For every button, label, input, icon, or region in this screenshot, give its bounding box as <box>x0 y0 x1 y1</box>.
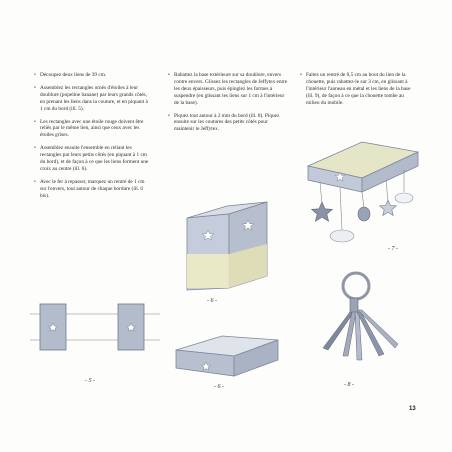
hanging-string <box>320 182 322 204</box>
metal-ring <box>343 273 369 299</box>
illustration-caption: - 6 - <box>214 384 224 390</box>
illustration-5 <box>30 296 160 388</box>
box-lining <box>187 254 229 288</box>
instruction-item: • Les rectangles avec une étoile rouge doivent être reliés par le même lien, ainsi que ceux avec les étoiles grises. <box>34 119 150 140</box>
instruction-item: • Faites un rentré de 0,5 cm au bout du lien de la chouette, puis rabattez-le sur 3 cm, en glissant à l'intérieur l'anneau en métal et les liens de la base (ill. 9), de façon à ce que la chouette tombe au milieu du mobile. <box>300 72 418 107</box>
instruction-item: • Piquez tout autour à 2 mm du bord (ill. 8). Piquez ensuite sur les coutures des petits côtés pour maintenir le Jeffytex. <box>168 113 288 134</box>
owl-tie-fold <box>350 298 358 314</box>
illustration-caption: - 7 - <box>388 246 398 252</box>
hanging-string <box>362 192 364 208</box>
illustration-caption: - 5 - <box>85 378 95 384</box>
hanging-star <box>380 200 397 216</box>
hanging-owl <box>358 207 370 221</box>
illustration-6-bis <box>172 322 284 392</box>
instruction-item: • Avec le fer à repasser, marquez un rentré de 1 cm sur l'envers, tout autour de chaque bordure (ill. 6 bis). <box>34 179 150 200</box>
instructions-column-3 <box>300 72 418 113</box>
illustration-caption: - 8 - <box>344 382 354 388</box>
instruction-item: • Rabattez la base extérieure sur sa doublure, envers contre envers. Glissez les rectangles de Jeffytex entre les deux épaisseurs, puis épinglez les formes à suspendre (en glissant les liens sur 1 cm à l'intérieur de la base). <box>168 72 288 107</box>
hanging-cloud <box>395 193 413 203</box>
instructions-column-1 <box>34 72 150 206</box>
illustration-caption: - 6 - <box>207 298 217 304</box>
illustration-8 <box>318 268 408 393</box>
tie-strip <box>358 310 398 348</box>
illustration-7 <box>300 132 425 257</box>
illustration-6 <box>175 190 285 305</box>
hanging-cloud <box>330 230 354 242</box>
instruction-item: • Assemblez ensuite l'ensemble en reliant les rectangles par leurs petits côtés (en piquant à 1 cm du bord), et de façon à ce que les liens forment une croix au centre (ill. 6). <box>34 145 150 173</box>
page-number: 13 <box>409 406 416 412</box>
instruction-item: • Assemblez les rectangles ornés d'étoiles à leur doublure (popeline banane) par leurs grands côtés, en prenant les liens dans la couture, et en piquant à 1 cm du bord (ill. 5). <box>34 85 150 113</box>
hanging-string <box>340 188 342 230</box>
instruction-item: • Découpez deux liens de 39 cm. <box>34 72 150 79</box>
hanging-star <box>312 202 333 221</box>
hanging-string <box>386 180 388 202</box>
instructions-column-2 <box>168 72 288 139</box>
